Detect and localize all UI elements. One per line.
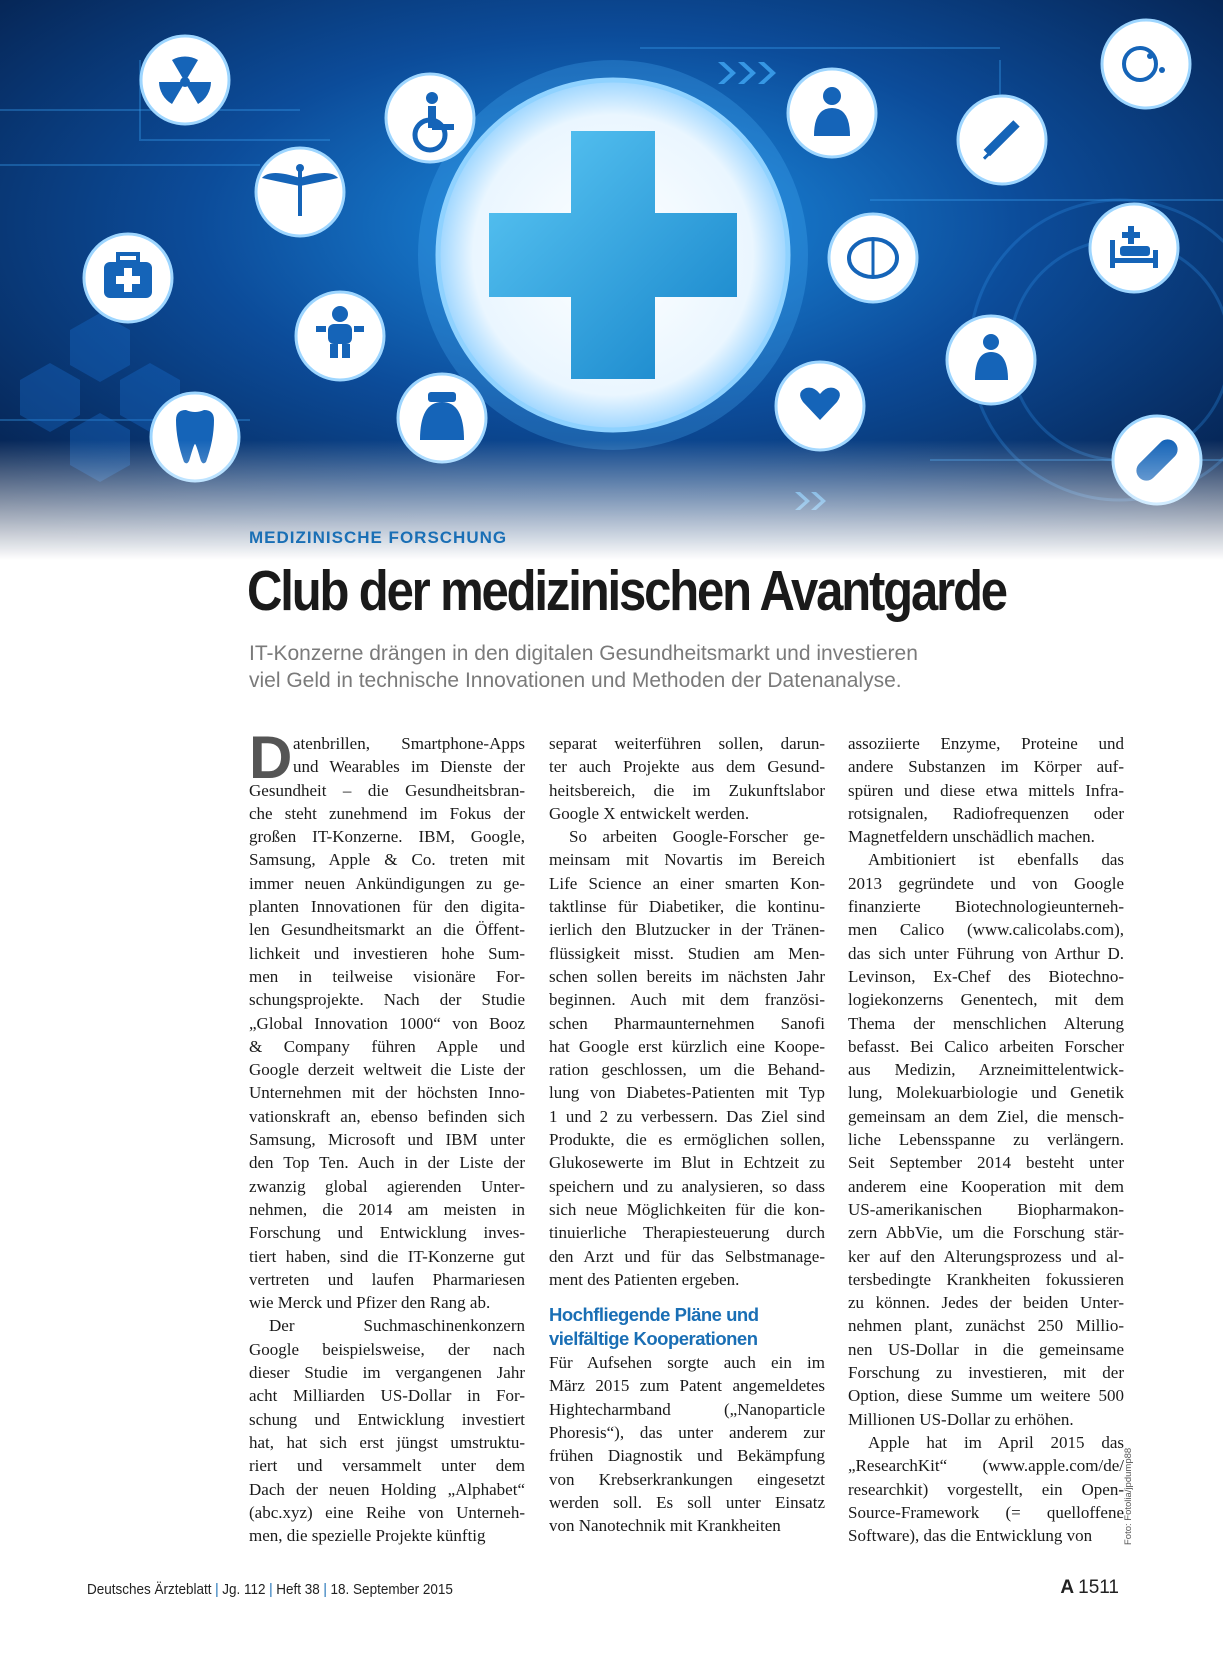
body-line: dieser Studie im vergangenen Jahr [249, 1363, 525, 1383]
body-line: Magnetfeldern unschädlich machen. [848, 827, 1095, 847]
body-line: frühen Diagnostik und Bekämpfung [549, 1446, 825, 1466]
body-line: lung, Molekuarbiologie und Genetik [848, 1083, 1124, 1103]
article-headline: Club der medizinischen Avantgarde [247, 559, 1006, 623]
body-line: spüren und diese etwa mittels Infra- [848, 780, 1124, 800]
body-line: acht Milliarden US-Dollar in For- [249, 1386, 525, 1406]
body-line: zwanzig global agierenden Unter- [249, 1176, 525, 1196]
body-line: & Company führen Apple und [249, 1036, 525, 1056]
body-line: den Arzt und für das Selbstmanage- [549, 1246, 825, 1266]
body-line: Samsung, Apple & Co. treten mit [249, 850, 525, 870]
body-line: von Krebserkrankungen eingesetzt [549, 1469, 825, 1489]
body-line: ierlich den Blutzucker in der Tränen- [549, 920, 825, 940]
body-line: tersbedingte Krankheiten fokussieren [848, 1269, 1124, 1289]
body-line: Phoresis“), das unter anderem zur [549, 1423, 825, 1443]
body-line: Option, diese Summe um weitere 500 [848, 1386, 1124, 1406]
hero-image [0, 0, 1223, 560]
body-line: US-amerikanischen Biopharmakon- [848, 1199, 1124, 1219]
body-line: lichkeit und investieren hohe Sum- [249, 943, 525, 963]
body-line: beginnen. Auch mit dem französi- [549, 990, 825, 1010]
body-line: lung von Diabetes-Patienten mit Typ [549, 1083, 825, 1103]
body-line: riert und versammelt unter dem [249, 1456, 525, 1476]
body-line: Thema der menschlichen Alterung [848, 1013, 1124, 1033]
body-line: Levinson, Ex-Chef des Biotechno- [848, 966, 1124, 986]
body-line: ration geschlossen, um die Behand- [549, 1060, 825, 1080]
body-line: das sich unter Führung von Arthur D. [848, 943, 1124, 963]
body-line: andere Substanzen im Körper auf- [848, 757, 1124, 777]
body-line: gemeinsam an dem Ziel, die mensch- [848, 1106, 1124, 1126]
body-line: Dach der neuen Holding „Alphabet“ [249, 1479, 525, 1499]
body-line: 2013 gegründete und von Google [848, 873, 1124, 893]
body-line: Source-Framework (= quelloffene [848, 1502, 1124, 1522]
section-subhead [549, 1303, 825, 1351]
body-line: wie Merck und Pfizer den Rang ab. [249, 1293, 491, 1313]
body-line: werden soll. Es soll unter Einsatz [549, 1492, 825, 1512]
body-line: Google X entwickelt werden. [549, 803, 750, 823]
body-line: vertreten und laufen Pharmariesen [249, 1269, 525, 1289]
body-line: rotsignalen, Radiofrequenzen oder [848, 803, 1124, 823]
body-line: Für Aufsehen sorgte auch ein im [549, 1353, 825, 1373]
journal-name: Deutsches Ärzteblatt [87, 1581, 212, 1598]
body-line: ment des Patienten ergeben. [549, 1269, 740, 1289]
body-line: März 2015 zum Patent angemeldetes [549, 1376, 825, 1396]
body-line: Forschung zu investieren, mit der [848, 1363, 1124, 1383]
body-column-2 [549, 732, 825, 1538]
body-line: Produkte, die es ermöglichen sollen, [549, 1130, 825, 1150]
body-line: von Nanotechnik mit Krankheiten [549, 1516, 781, 1536]
body-line: sich neue Möglichkeiten für die kon- [549, 1199, 825, 1219]
body-line: befasst. Bei Calico arbeiten Forscher [848, 1036, 1124, 1056]
body-line: Life Science an einer smarten Kon- [549, 873, 825, 893]
body-line: aus Medizin, Arzneimittelentwick- [848, 1060, 1124, 1080]
page-prefix: A [1060, 1577, 1075, 1598]
body-line: Unternehmen mit der höchsten Inno- [249, 1083, 525, 1103]
body-line: schung und Entwicklung investiert [249, 1409, 525, 1429]
body-line: So arbeiten Google-Forscher ge- [569, 827, 825, 847]
body-line: vationskraft an, ebenso befinden sich [249, 1106, 525, 1126]
body-line: Google derzeit weltweit die Liste der [249, 1060, 525, 1080]
body-line: Forschung und Entwicklung inves- [249, 1223, 525, 1243]
body-column-3 [848, 732, 1124, 1547]
body-line: Der Suchmaschinenkonzern [269, 1316, 525, 1336]
body-line: hat Google erst kürzlich eine Koope- [549, 1036, 825, 1056]
body-line: Apple hat im April 2015 das [868, 1432, 1124, 1452]
body-line: tiert haben, sind die IT-Konzerne gut [249, 1246, 525, 1266]
page-number [1060, 1577, 1119, 1599]
deck-line: viel Geld in technische Innovationen und Methoden der Datenanalyse. [249, 669, 902, 692]
body-line: Millionen US-Dollar zu erhöhen. [848, 1409, 1074, 1429]
body-line: researchkit) vorgestellt, ein Open- [848, 1479, 1124, 1499]
body-line: separat weiterführen sollen, darun- [549, 734, 825, 753]
body-line: Hightecharmband („Nanoparticle [549, 1399, 825, 1419]
body-line: schen Pharmaunternehmen Sanofi [549, 1013, 825, 1033]
body-line: che steht zunehmend im Fokus der [249, 803, 525, 823]
body-line: anderem eine Kooperation mit dem [848, 1176, 1124, 1196]
subhead-line: Hochfliegende Pläne und [549, 1304, 759, 1326]
body-line: (abc.xyz) eine Reihe von Unterneh- [249, 1502, 525, 1522]
body-column-1 [249, 724, 525, 1547]
volume: Jg. 112 [222, 1581, 266, 1598]
body-line: schungsprojekte. Nach der Studie [249, 990, 525, 1010]
body-line: Glukosewerte im Blut in Echtzeit zu [549, 1153, 825, 1173]
body-line: len Gesundheitsmarkt an die Öffent- [249, 920, 525, 940]
body-line: finanzierte Biotechnologieunterneh- [848, 897, 1124, 917]
dropcap: D [249, 724, 293, 791]
body-line: Samsung, Microsoft und IBM unter [249, 1130, 525, 1150]
issue: Heft 38 [276, 1581, 320, 1598]
body-line: zern AbbVie, um die Forschung stär- [848, 1223, 1124, 1243]
body-line: ter auch Projekte aus dem Gesund- [549, 757, 825, 777]
body-line: schen sollen bereits im nächsten Jahr [549, 966, 825, 986]
body-line: atenbrillen, Smartphone-Apps [293, 734, 525, 753]
article-deck [249, 640, 1029, 694]
section-kicker: MEDIZINISCHE FORSCHUNG [249, 528, 508, 547]
body-line: liche Lebensspanne zu verlängern. [848, 1130, 1124, 1150]
body-line: taktlinse für Diabetiker, die kontinu- [549, 897, 825, 917]
photo-credit: Foto: Fotolia/jpdump88 [1123, 1447, 1134, 1545]
body-line: logiekonzerns Genentech, mit dem [848, 990, 1124, 1010]
subhead-line: vielfältige Kooperationen [549, 1328, 758, 1350]
body-line: Google beispielsweise, der nach [249, 1339, 525, 1359]
body-line: nehmen, die 2014 am meisten in [249, 1199, 525, 1219]
hero-illustration [0, 0, 1223, 560]
body-line: heitsbereich, die im Zukunftslabor [549, 780, 825, 800]
body-line: und Wearables im Dienste der [293, 757, 525, 777]
page-number-value: 1511 [1078, 1577, 1119, 1598]
body-line: men Calico (www.calicolabs.com), [848, 920, 1124, 940]
body-line: men in teilweise visionäre For- [249, 966, 525, 986]
body-line: flüssigkeit misst. Studien am Men- [549, 943, 825, 963]
page-footer: Deutsches Ärzteblatt | Jg. 112 | Heft 38 | 18. September 2015 [87, 1581, 453, 1598]
body-line: Gesundheit – die Gesundheitsbran- [249, 780, 525, 800]
body-line: assoziierte Enzyme, Proteine und [848, 734, 1124, 753]
body-line: Software), das die Entwicklung von [848, 1526, 1093, 1546]
body-line: nen US-Dollar in die gemeinsame [848, 1339, 1124, 1359]
body-line: den Top Ten. Auch in der Liste der [249, 1153, 525, 1173]
body-line: nehmen plant, zunächst 250 Millio- [848, 1316, 1124, 1336]
body-line: meinsam mit Novartis im Bereich [549, 850, 825, 870]
issue-date: 18. September 2015 [330, 1581, 453, 1598]
body-line: speichern und zu analysieren, so dass [549, 1176, 825, 1196]
body-line: zu können. Jedes der beiden Unter- [848, 1293, 1124, 1313]
body-line: planten Innovationen für den digita- [249, 897, 525, 917]
body-line: hat, hat sich erst jüngst umstruktu- [249, 1432, 525, 1452]
body-line: tinuierliche Therapiesteuerung durch [549, 1223, 825, 1243]
deck-line: IT-Konzerne drängen in den digitalen Gesundheitsmarkt und investieren [249, 642, 918, 665]
body-line: „ResearchKit“ (www.apple.com/de/ [848, 1456, 1124, 1476]
body-line: Ambitioniert ist ebenfalls das [868, 850, 1124, 870]
body-line: ker auf den Alterungsprozess und al- [848, 1246, 1124, 1266]
body-line: immer neuen Ankündigungen zu ge- [249, 873, 525, 893]
body-line: „Global Innovation 1000“ von Booz [249, 1013, 525, 1033]
body-line: 1 und 2 zu verbessern. Das Ziel sind [549, 1106, 825, 1126]
body-line: Seit September 2014 besteht unter [848, 1153, 1124, 1173]
body-line: großen IT-Konzerne. IBM, Google, [249, 827, 525, 847]
body-line: men, die spezielle Projekte künftig [249, 1526, 486, 1546]
